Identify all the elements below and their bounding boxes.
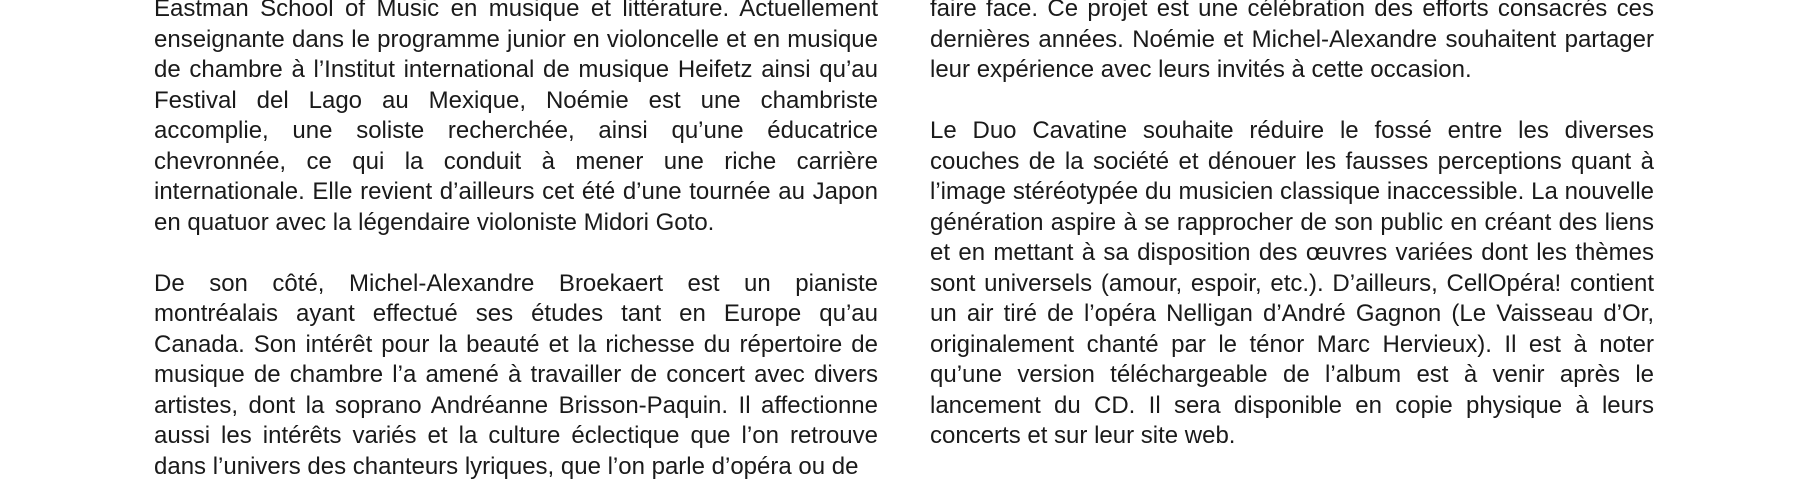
paragraph-noemie-bio-end: Eastman School of Music en musique et littérature. Actuellement enseignante dans le programme junior en violoncelle et en musique de chambre à l’Institut international de musique Heifetz ainsi qu’au Festival del Lago au Mexique, Noémie est une chambriste accomplie, une soliste recherchée, ainsi qu’une éducatrice chevronnée, ce qui la conduit à mener une riche carrière internationale. Elle revient d’ailleurs cet été d’une tournée au Japon en quatuor avec la légendaire violoniste Midori Goto.: [154, 0, 878, 238]
paragraph-duo-cavatine-mission: Le Duo Cavatine souhaite réduire le fossé entre les diverses couches de la société et dénouer les fausses perceptions quant à l’image stéréotypée du musicien classique inaccessible. La nouvelle génération aspire à se rapprocher de son public en créant des liens et en mettant à sa disposition des œuvres variées dont les thèmes sont universels (amour, espoir, etc.). D’ailleurs, CellOpéra! contient un air tiré de l’opéra Nelligan d’André Gagnon (Le Vaisseau d’Or, originalement chanté par le ténor Marc Hervieux). Il est à noter qu’une version téléchargeable de l’album est à venir après le lancement du CD. Il sera disponible en copie physique à leurs concerts et sur leur site web.: [930, 116, 1654, 452]
left-text-column: [154, 0, 878, 482]
right-text-column: [930, 0, 1654, 452]
paragraph-michel-alexandre-bio: De son côté, Michel-Alexandre Broekaert est un pianiste montréalais ayant effectué ses études tant en Europe qu’au Canada. Son intérêt pour la beauté et la richesse du répertoire de musique de chambre l’a amené à travailler de concert avec divers artistes, dont la soprano Andréanne Brisson-Paquin. Il affectionne aussi les intérêts variés et la culture éclectique que l’on retrouve dans l’univers des chanteurs lyriques, que l’on parle d’opéra ou de: [154, 269, 878, 482]
paragraph-project-celebration: faire face. Ce projet est une célébration des efforts consacrés ces dernières années. Noémie et Michel-Alexandre souhaitent partager leur expérience avec leurs invités à cette occasion.: [930, 0, 1654, 86]
